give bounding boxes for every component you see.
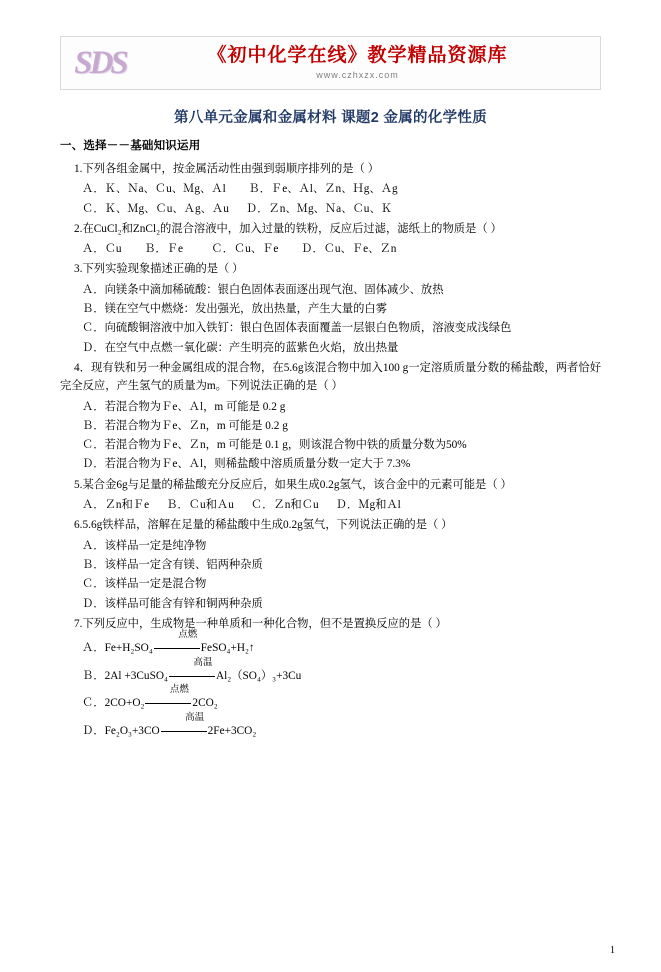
question-option: Ａ．该样品一定是纯净物 — [82, 539, 207, 552]
reaction-bar — [169, 676, 215, 677]
page-number: 1 — [610, 945, 615, 956]
question-stem: 5.某合金6g与足量的稀盐酸充分反应后，如果生成0.2g氢气，该合金中的元素可能是（ ） — [74, 478, 512, 491]
reaction-arrow — [161, 711, 207, 736]
question-stem: 3.下列实验现象描述正确的是（ ） — [74, 263, 244, 276]
question-option: Ａ．向镁条中滴加稀硫酸：银白色固体表面逐出现气泡、固体减少、放热 — [82, 283, 444, 296]
equation-label: Ｄ． — [82, 724, 105, 737]
question-stem: 4．现有铁和另一种金属组成的混合物，在5.6g该混合物中加入100 g一定溶质质量分数的稀盐酸，两者恰好完全反应，产生氢气的质量为m。下列说法正确的是（ ） — [60, 361, 601, 393]
equation-left: 2CO+O₂ — [104, 697, 145, 710]
banner-url: www.czhxzx.com — [316, 69, 399, 80]
reaction-arrow — [145, 684, 191, 708]
reaction-bar — [154, 648, 200, 649]
equation-label: Ｂ． — [82, 669, 105, 682]
reaction-condition: 点燃 — [169, 684, 189, 696]
document-page — [0, 36, 661, 972]
banner-title: 《初中化学在线》教学精品资源库 — [207, 45, 508, 67]
equation-right: Al₂（SO₄）₃+3Cu — [215, 669, 302, 682]
question-option: Ａ．Ｚn和Ｆe Ｂ．Ｃu和Ａu Ｃ．Ｚn和Ｃu Ｄ．Ｍg和Ａl — [82, 499, 401, 512]
question-option: Ｄ．若混合物为Ｆe、Ａl，则稀盐酸中溶质质量分数一定大于 7.3% — [82, 458, 411, 471]
reaction-bar — [145, 703, 191, 704]
reaction-condition: 点燃 — [178, 629, 198, 641]
reaction-bar — [161, 731, 207, 732]
section-heading: 一、选择－－基础知识运用 — [60, 140, 201, 152]
question-option: Ａ．若混合物为Ｆe、Ａl，m 可能是 0.2 g — [82, 400, 286, 413]
question-option: Ｂ．若混合物为Ｆe、Ｚn，m 可能是 0.2 g — [82, 419, 288, 432]
logo-text: SDS — [74, 44, 126, 81]
question-option: Ｄ．该样品可能含有锌和铜两种杂质 — [82, 597, 263, 610]
reaction-arrow — [154, 629, 200, 653]
question-option: Ｃ．向硫酸铜溶液中加入铁钉：银白色固体表面覆盖一层银白色物质，溶液变成浅绿色 — [82, 322, 512, 335]
equation-right: 2CO₂ — [192, 697, 218, 710]
equation-label: Ｃ． — [82, 697, 105, 710]
equation-left: Fe₂O₃+3CO — [104, 724, 160, 737]
question-option: Ａ．Ｃu Ｂ．Ｆe Ｃ．Ｃu、Ｆe Ｄ．Ｃu、Ｆe、Ｚn — [82, 243, 397, 256]
question-option: Ｂ．镁在空气中燃烧：发出强光，放出热量，产生大量的白雾 — [82, 303, 388, 316]
equation-label: Ａ． — [82, 642, 105, 655]
equation-right: FeSO₄+H₂↑ — [200, 642, 255, 655]
reaction-condition: 高温 — [193, 656, 213, 668]
question-stem: 1.下列各组金属中，按金属活动性由强到弱顺序排列的是（ ） — [74, 163, 380, 175]
banner-text-block — [139, 46, 600, 80]
equation-left: Fe+H₂SO₄ — [104, 642, 153, 655]
site-logo — [61, 38, 139, 88]
site-banner — [60, 36, 601, 90]
chemical-equation — [60, 684, 601, 717]
question-stem: 6.5.6g铁样品，溶解在足量的稀盐酸中生成0.2g氢气，下列说法正确的是（ ） — [74, 519, 453, 532]
equation-right: 2Fe+3CO₂ — [207, 724, 257, 737]
reaction-arrow — [169, 656, 215, 681]
question-option: Ｃ．该样品一定是混合物 — [82, 578, 207, 591]
question-option: Ｃ．若混合物为Ｆe、Ｚn，m 可能是 0.1 g，则该混合物中铁的质量分数为50% — [82, 439, 467, 452]
question-stem: 2.在CuCl₂和ZnCl₂的混合溶液中，加入过量的铁粉，反应后过滤，滤纸上的物质是（ ） — [74, 222, 502, 235]
question-option: Ａ．Ｋ、Ｎa、Ｃu、Ｍg、Ａl Ｂ．Ｆe、Ａl、Ｚn、Ｈg、Ａg — [82, 183, 398, 196]
question-option: Ｂ．该样品一定含有镁、铝两种杂质 — [82, 558, 263, 571]
question-option: Ｄ．在空气中点燃一氧化碳：产生明亮的蓝紫色火焰，放出热量 — [82, 341, 399, 354]
question-option: Ｃ．Ｋ、Ｍg、Ｃu、Ａg、Ａu Ｄ．Ｚn、Ｍg、Ｎa、Ｃu、Ｋ — [82, 202, 393, 215]
equation-left: 2Al +3CuSO₄ — [104, 669, 168, 682]
reaction-condition: 高温 — [185, 711, 205, 723]
chemical-equation — [60, 629, 601, 662]
chemical-equation — [60, 656, 601, 690]
page-title: 第八单元金属和金属材料 课题2 金属的化学性质 — [173, 110, 488, 126]
chemical-equation — [60, 711, 601, 745]
question-stem: 7.下列反应中，生成物是一种单质和一种化合物，但不是置换反应的是（ ） — [74, 617, 447, 630]
